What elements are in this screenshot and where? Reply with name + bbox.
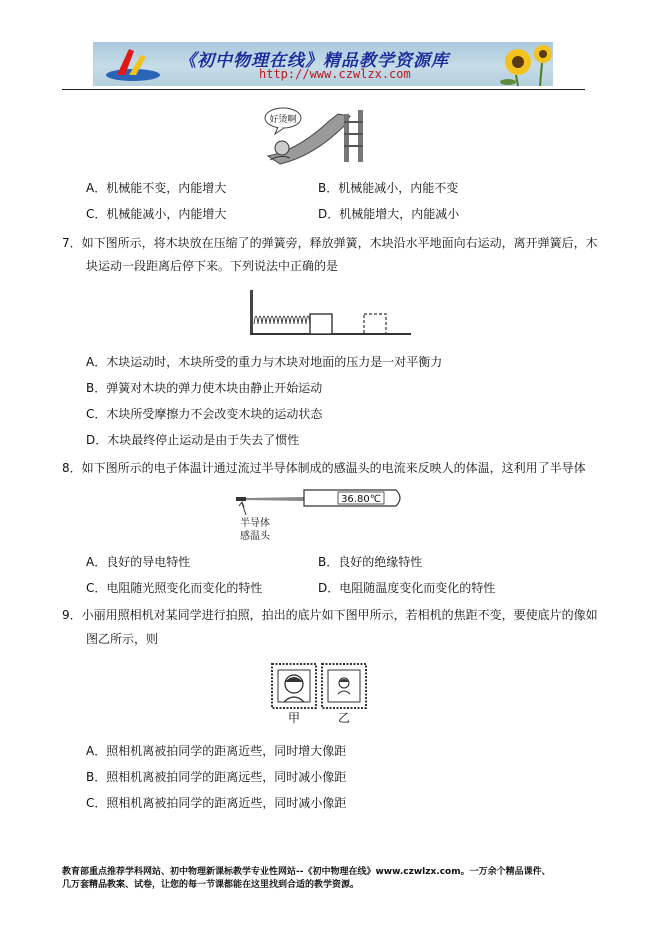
banner-url[interactable]: http://www.czwlzx.com xyxy=(259,67,411,81)
slide-figure xyxy=(258,104,378,170)
q8-option-a: A．良好的导电特性 xyxy=(86,555,191,569)
header-banner xyxy=(93,42,553,86)
spring-icon xyxy=(254,316,310,324)
footer-line2: 几万套精品教案、试卷，让您的每一节课都能在这里找到合适的教学资源。 xyxy=(62,880,360,890)
label-jia: 甲 xyxy=(287,711,301,724)
q6-option-d: D．机械能增大，内能减小 xyxy=(318,207,460,221)
q8-option-d: D．电阻随温度变化而变化的特性 xyxy=(318,581,496,595)
q9-stem-line1: 9．小丽用照相机对某同学进行拍照，拍出的底片如下图甲所示，若相机的焦距不变，要使底片的像如 xyxy=(62,608,598,622)
q9-option-a: A．照相机离被拍同学的距离近些，同时增大像距 xyxy=(86,744,347,758)
probe-label-1: 半导体 xyxy=(240,518,270,529)
q6-option-b: B．机械能减小，内能不变 xyxy=(318,181,459,195)
q6-option-c: C．机械能减小，内能增大 xyxy=(86,207,227,221)
q7-option-b: B．弹簧对木块的弹力使木块由静止开始运动 xyxy=(86,381,323,395)
film-negative-figure xyxy=(270,662,370,724)
site-logo-icon xyxy=(103,45,163,83)
q7-stem-line1: 7．如下图所示，将木块放在压缩了的弹簧旁，释放弹簧，木块沿水平地面向右运动，离开弹簧后，木 xyxy=(62,236,598,250)
q8-option-b: B．良好的绝缘特性 xyxy=(318,555,423,569)
speech-bubble-text: 好烫啊 xyxy=(269,115,297,125)
q8-stem: 8．如下图所示的电子体温计通过流过半导体制成的感温头的电流来反映人的体温，这利用了半导体 xyxy=(62,461,586,475)
probe-label-2: 感温头 xyxy=(240,531,270,542)
q9-option-b: B．照相机离被拍同学的距离远些，同时减小像距 xyxy=(86,770,347,784)
q9-option-c: C．照相机离被拍同学的距离近些，同时减小像距 xyxy=(86,796,347,810)
q8-option-c: C．电阻随光照变化而变化的特性 xyxy=(86,581,263,595)
thermometer-figure xyxy=(234,484,406,542)
q7-option-c: C．木块所受摩擦力不会改变木块的运动状态 xyxy=(86,407,323,421)
q6-option-a: A．机械能不变，内能增大 xyxy=(86,181,227,195)
q7-stem-line2: 块运动一段距离后停下来。下列说法中正确的是 xyxy=(86,259,339,273)
q7-option-d: D．木块最终停止运动是由于失去了惯性 xyxy=(86,433,300,447)
label-yi: 乙 xyxy=(337,711,351,724)
q9-stem-line2: 图乙所示，则 xyxy=(86,632,159,646)
footer-line1: 教育部重点推荐学科网站、初中物理新课标教学专业性网站--《初中物理在线》www.czwlzx.com。一万余个精品课件、 xyxy=(62,867,551,877)
banner-title: 《初中物理在线》精品教学资源库 xyxy=(179,51,449,71)
header-rule xyxy=(62,89,585,90)
sunflower-icon xyxy=(488,42,553,86)
spring-block-figure xyxy=(248,286,413,338)
block-end-dashed xyxy=(364,314,386,334)
block-start xyxy=(310,314,332,334)
thermometer-reading: 36.80℃ xyxy=(341,494,381,505)
q7-option-a: A．木块运动时，木块所受的重力与木块对地面的压力是一对平衡力 xyxy=(86,355,443,369)
